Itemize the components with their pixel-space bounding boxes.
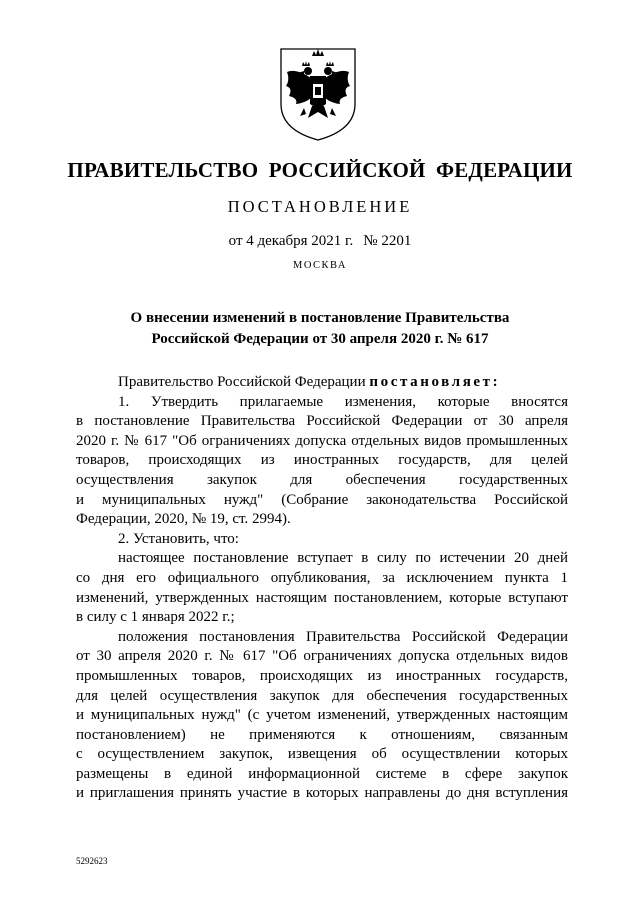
paragraph-line: промышленных товаров, происходящих из иностранных государств, bbox=[76, 667, 568, 684]
paragraph-line: от 30 апреля 2020 г. № 617 "Об ограничениях допуска отдельных видов bbox=[76, 648, 568, 665]
paragraph-line: осуществления закупок для обеспечения государственных bbox=[76, 471, 568, 488]
subject-line: Российской Федерации от 30 апреля 2020 г. № 617 bbox=[151, 331, 489, 347]
paragraph-line: постановлением) не применяются к отношениям, связанным bbox=[76, 726, 568, 743]
paragraph-line: положения постановления Правительства Российской Федерации bbox=[118, 628, 568, 645]
preamble bbox=[76, 373, 568, 393]
paragraph-line: и муниципальных нужд" (Собрание законодательства Российской bbox=[76, 491, 568, 508]
paragraph-line: и приглашения принять участие в которых направлены до дня вступления bbox=[76, 785, 568, 802]
government-title: ПРАВИТЕЛЬСТВО РОССИЙСКОЙ ФЕДЕРАЦИИ bbox=[67, 158, 573, 182]
document-date: от 4 декабря 2021 г. bbox=[228, 233, 354, 249]
paragraph-line: 2. Установить, что: bbox=[118, 530, 239, 547]
russian-coat-of-arms-icon bbox=[278, 46, 358, 142]
paragraph-line: 2020 г. № 617 "Об ограничениях допуска отдельных видов промышленных bbox=[76, 432, 568, 449]
subject-line: О внесении изменений в постановление Правительства bbox=[130, 310, 510, 326]
paragraph-line: 1. Утвердить прилагаемые изменения, которые вносятся bbox=[118, 393, 568, 410]
document-body bbox=[76, 373, 568, 804]
document-subject bbox=[0, 308, 640, 350]
document-type: ПОСТАНОВЛЕНИЕ bbox=[227, 197, 413, 216]
document-id: 5292623 bbox=[76, 856, 108, 866]
preamble-decree: постановляет: bbox=[369, 374, 501, 390]
paragraph-line: со дня его официального опубликования, за исключением пункта 1 bbox=[76, 569, 568, 586]
paragraph-line: товаров, происходящих из иностранных государств, для целей bbox=[76, 452, 568, 469]
paragraph-line: настоящее постановление вступает в силу по истечении 20 дней bbox=[118, 550, 568, 567]
paragraph-line: изменений, утвержденных настоящим постановлением, которые вступают bbox=[76, 589, 568, 606]
paragraph-line: для целей осуществления закупок для обеспечения государственных bbox=[76, 687, 568, 704]
paragraph-line: и муниципальных нужд" (с учетом изменений, утвержденных настоящим bbox=[76, 707, 568, 724]
paragraph-line: размещены в единой информационной системе в сфере закупок bbox=[76, 765, 568, 782]
paragraph-line: с осуществлением закупок, извещения об осуществлении которых bbox=[76, 746, 568, 763]
document-city: МОСКВА bbox=[293, 260, 347, 271]
paragraph-line: в постановление Правительства Российской Федерации от 30 апреля bbox=[76, 413, 568, 430]
document-number: № 2201 bbox=[363, 233, 412, 249]
paragraph-line: Федерации, 2020, № 19, ст. 2994). bbox=[76, 511, 291, 528]
paragraph-line: в силу с 1 января 2022 г.; bbox=[76, 609, 235, 626]
document-date-number bbox=[0, 233, 640, 250]
preamble-lead: Правительство Российской Федерации bbox=[118, 374, 370, 390]
